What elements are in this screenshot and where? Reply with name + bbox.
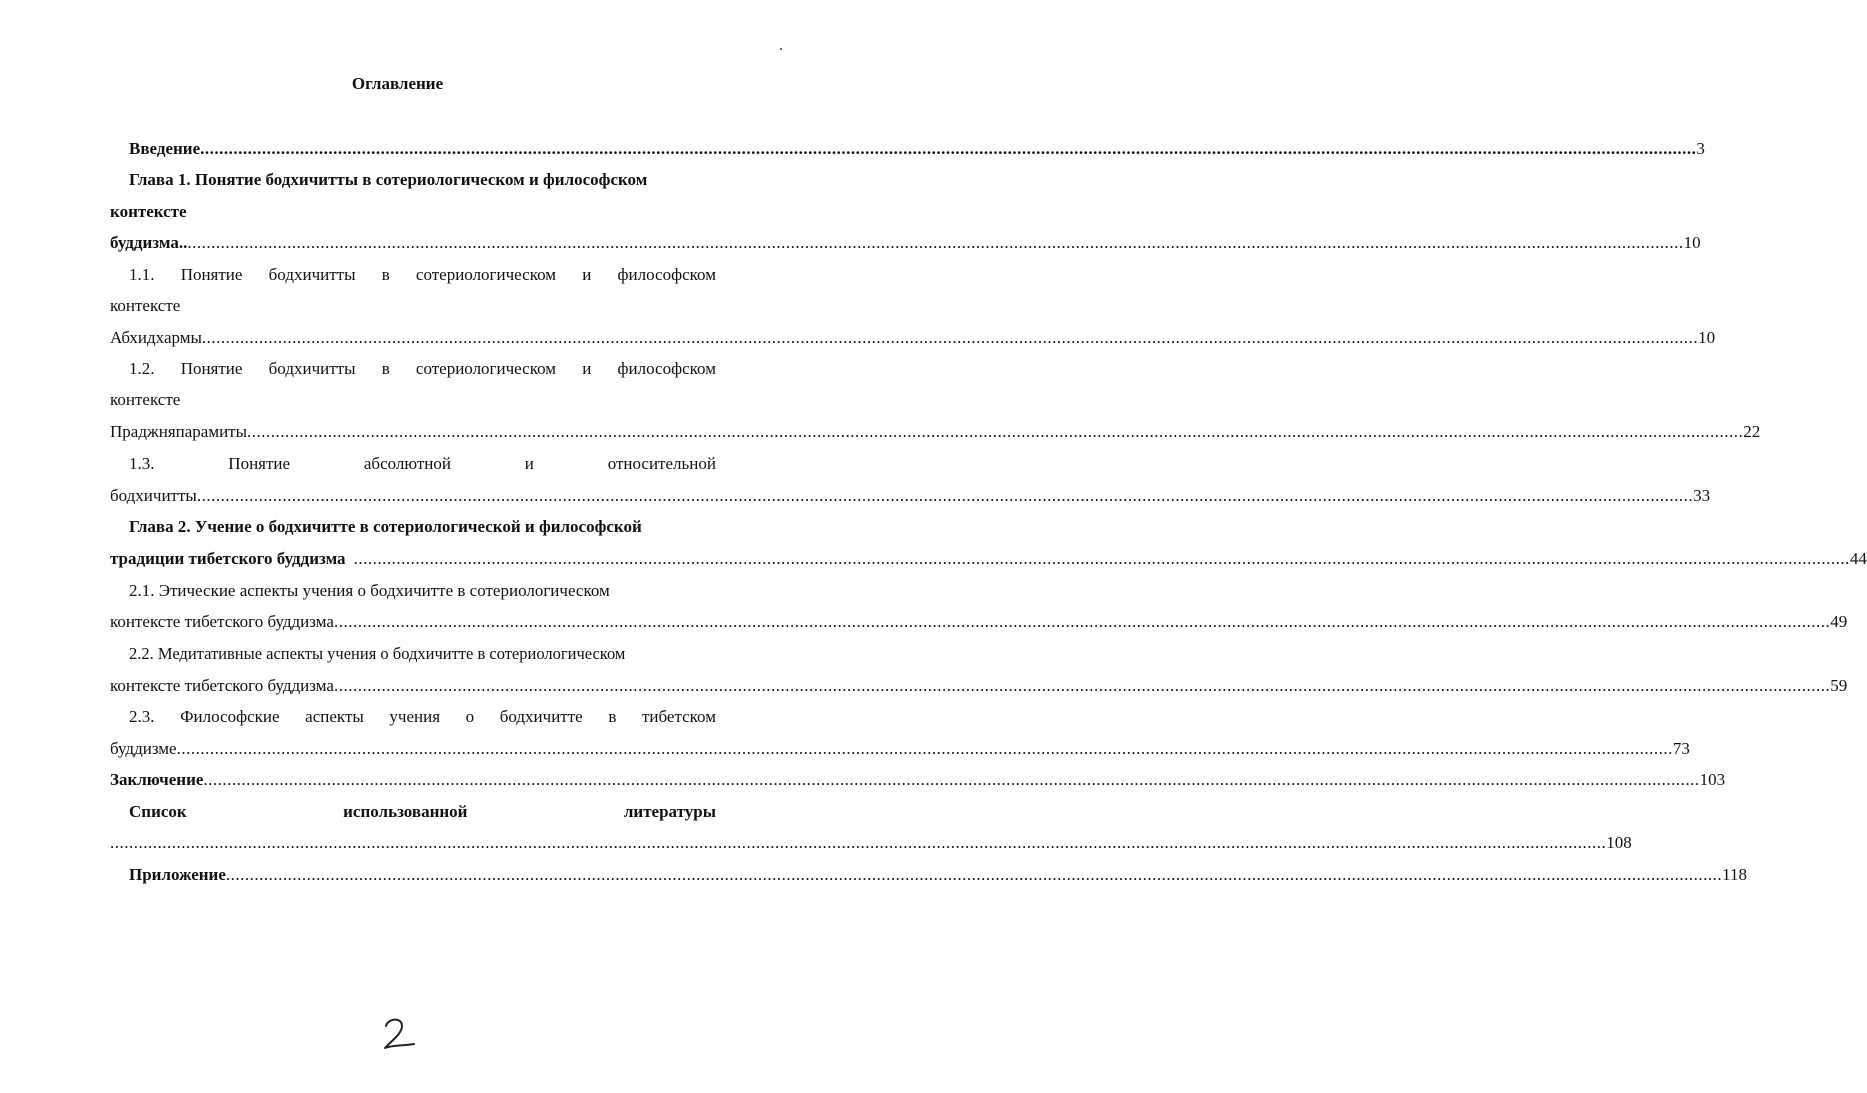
toc-leader	[202, 327, 1698, 349]
toc-bibliography-line2	[110, 832, 1632, 854]
toc-s23-line1: 2.3. Философские аспекты учения о бодхичитте в тибетском	[129, 707, 716, 726]
toc-ch2-label: традиции тибетского буддизма	[110, 549, 346, 568]
toc-s12-line1: 1.2. Понятие бодхичитты в сотериологическом и философском	[129, 359, 716, 378]
toc-intro	[129, 138, 1705, 160]
toc-s12-line3	[110, 421, 1761, 443]
toc-leader	[197, 485, 1693, 507]
toc-s22-line2	[110, 675, 1848, 697]
page-title: Оглавление	[351, 74, 444, 93]
toc-appendix-label: Приложение	[129, 865, 226, 884]
toc-s12-line2: контексте	[110, 390, 181, 409]
toc-s11-page: 10	[1698, 328, 1716, 347]
toc-bibliography-page: 108	[1606, 833, 1632, 852]
toc-appendix	[129, 864, 1747, 886]
toc-conclusion	[110, 769, 1726, 791]
toc-s12-label: Праджняпарамиты	[110, 422, 248, 441]
toc-s22-line1: 2.2. Медитативные аспекты учения о бодхичитте в сотериологическом	[129, 644, 626, 663]
toc-ch1-line1: Глава 1. Понятие бодхичитты в сотериологическом и философском	[129, 170, 648, 189]
toc-leader	[187, 232, 1683, 254]
toc-s23-line2	[110, 738, 1690, 760]
toc-leader	[203, 769, 1699, 791]
toc-s22-page: 59	[1830, 676, 1848, 695]
toc-s13-label: бодхичитты	[110, 486, 197, 505]
toc-intro-page: 3	[1696, 139, 1705, 158]
toc-leader	[247, 421, 1743, 443]
toc-ch2-line1: Глава 2. Учение о бодхичитте в сотериологической и философской	[129, 517, 642, 536]
toc-s21-page: 49	[1830, 612, 1848, 631]
toc-s11-label: Абхидхармы	[110, 328, 202, 347]
toc-s22-label: контексте тибетского буддизма	[110, 676, 334, 695]
toc-conclusion-page: 103	[1699, 770, 1726, 789]
toc-leader	[334, 675, 1830, 697]
toc-s21-line1: 2.1. Этические аспекты учения о бодхичитте в сотериологическом	[129, 581, 610, 600]
toc-leader	[334, 611, 1830, 633]
toc-s13-page: 33	[1693, 486, 1711, 505]
toc-s23-page: 73	[1672, 739, 1690, 758]
toc-leader	[200, 138, 1696, 160]
toc-s11-line2: контексте	[110, 296, 181, 315]
toc-s11-line1: 1.1. Понятие бодхичитты в сотериологическом и философском	[129, 265, 716, 284]
toc-s13-line2	[110, 485, 1711, 507]
toc-leader	[177, 738, 1673, 760]
toc-appendix-page: 118	[1722, 865, 1747, 884]
toc-leader	[354, 548, 1850, 570]
toc-intro-label: Введение	[129, 139, 201, 158]
toc-ch2-line2	[110, 548, 1867, 570]
scan-speck	[780, 48, 782, 50]
toc-ch1-line3	[110, 232, 1701, 254]
toc-bibliography-line1: Список использованной литературы	[129, 802, 716, 821]
toc-s23-label: буддизме	[110, 739, 177, 758]
toc-s21-line2	[110, 611, 1848, 633]
toc-s12-page: 22	[1743, 422, 1761, 441]
toc-leader	[226, 864, 1722, 886]
toc-ch1-label: буддизма..	[110, 233, 188, 252]
handwritten-page-number	[280, 914, 420, 1054]
toc-ch1-page: 10	[1683, 233, 1701, 252]
toc-s21-label: контексте тибетского буддизма	[110, 612, 334, 631]
toc-s11-line3	[110, 327, 1716, 349]
toc-ch2-page: 44	[1849, 549, 1867, 568]
toc-leader	[110, 832, 1606, 854]
toc-conclusion-label: Заключение	[110, 770, 204, 789]
toc-s13-line1: 1.3. Понятие абсолютной и относительной	[129, 454, 716, 473]
page-number-text: 2	[280, 914, 281, 915]
toc-ch1-line2: контексте	[110, 202, 187, 221]
